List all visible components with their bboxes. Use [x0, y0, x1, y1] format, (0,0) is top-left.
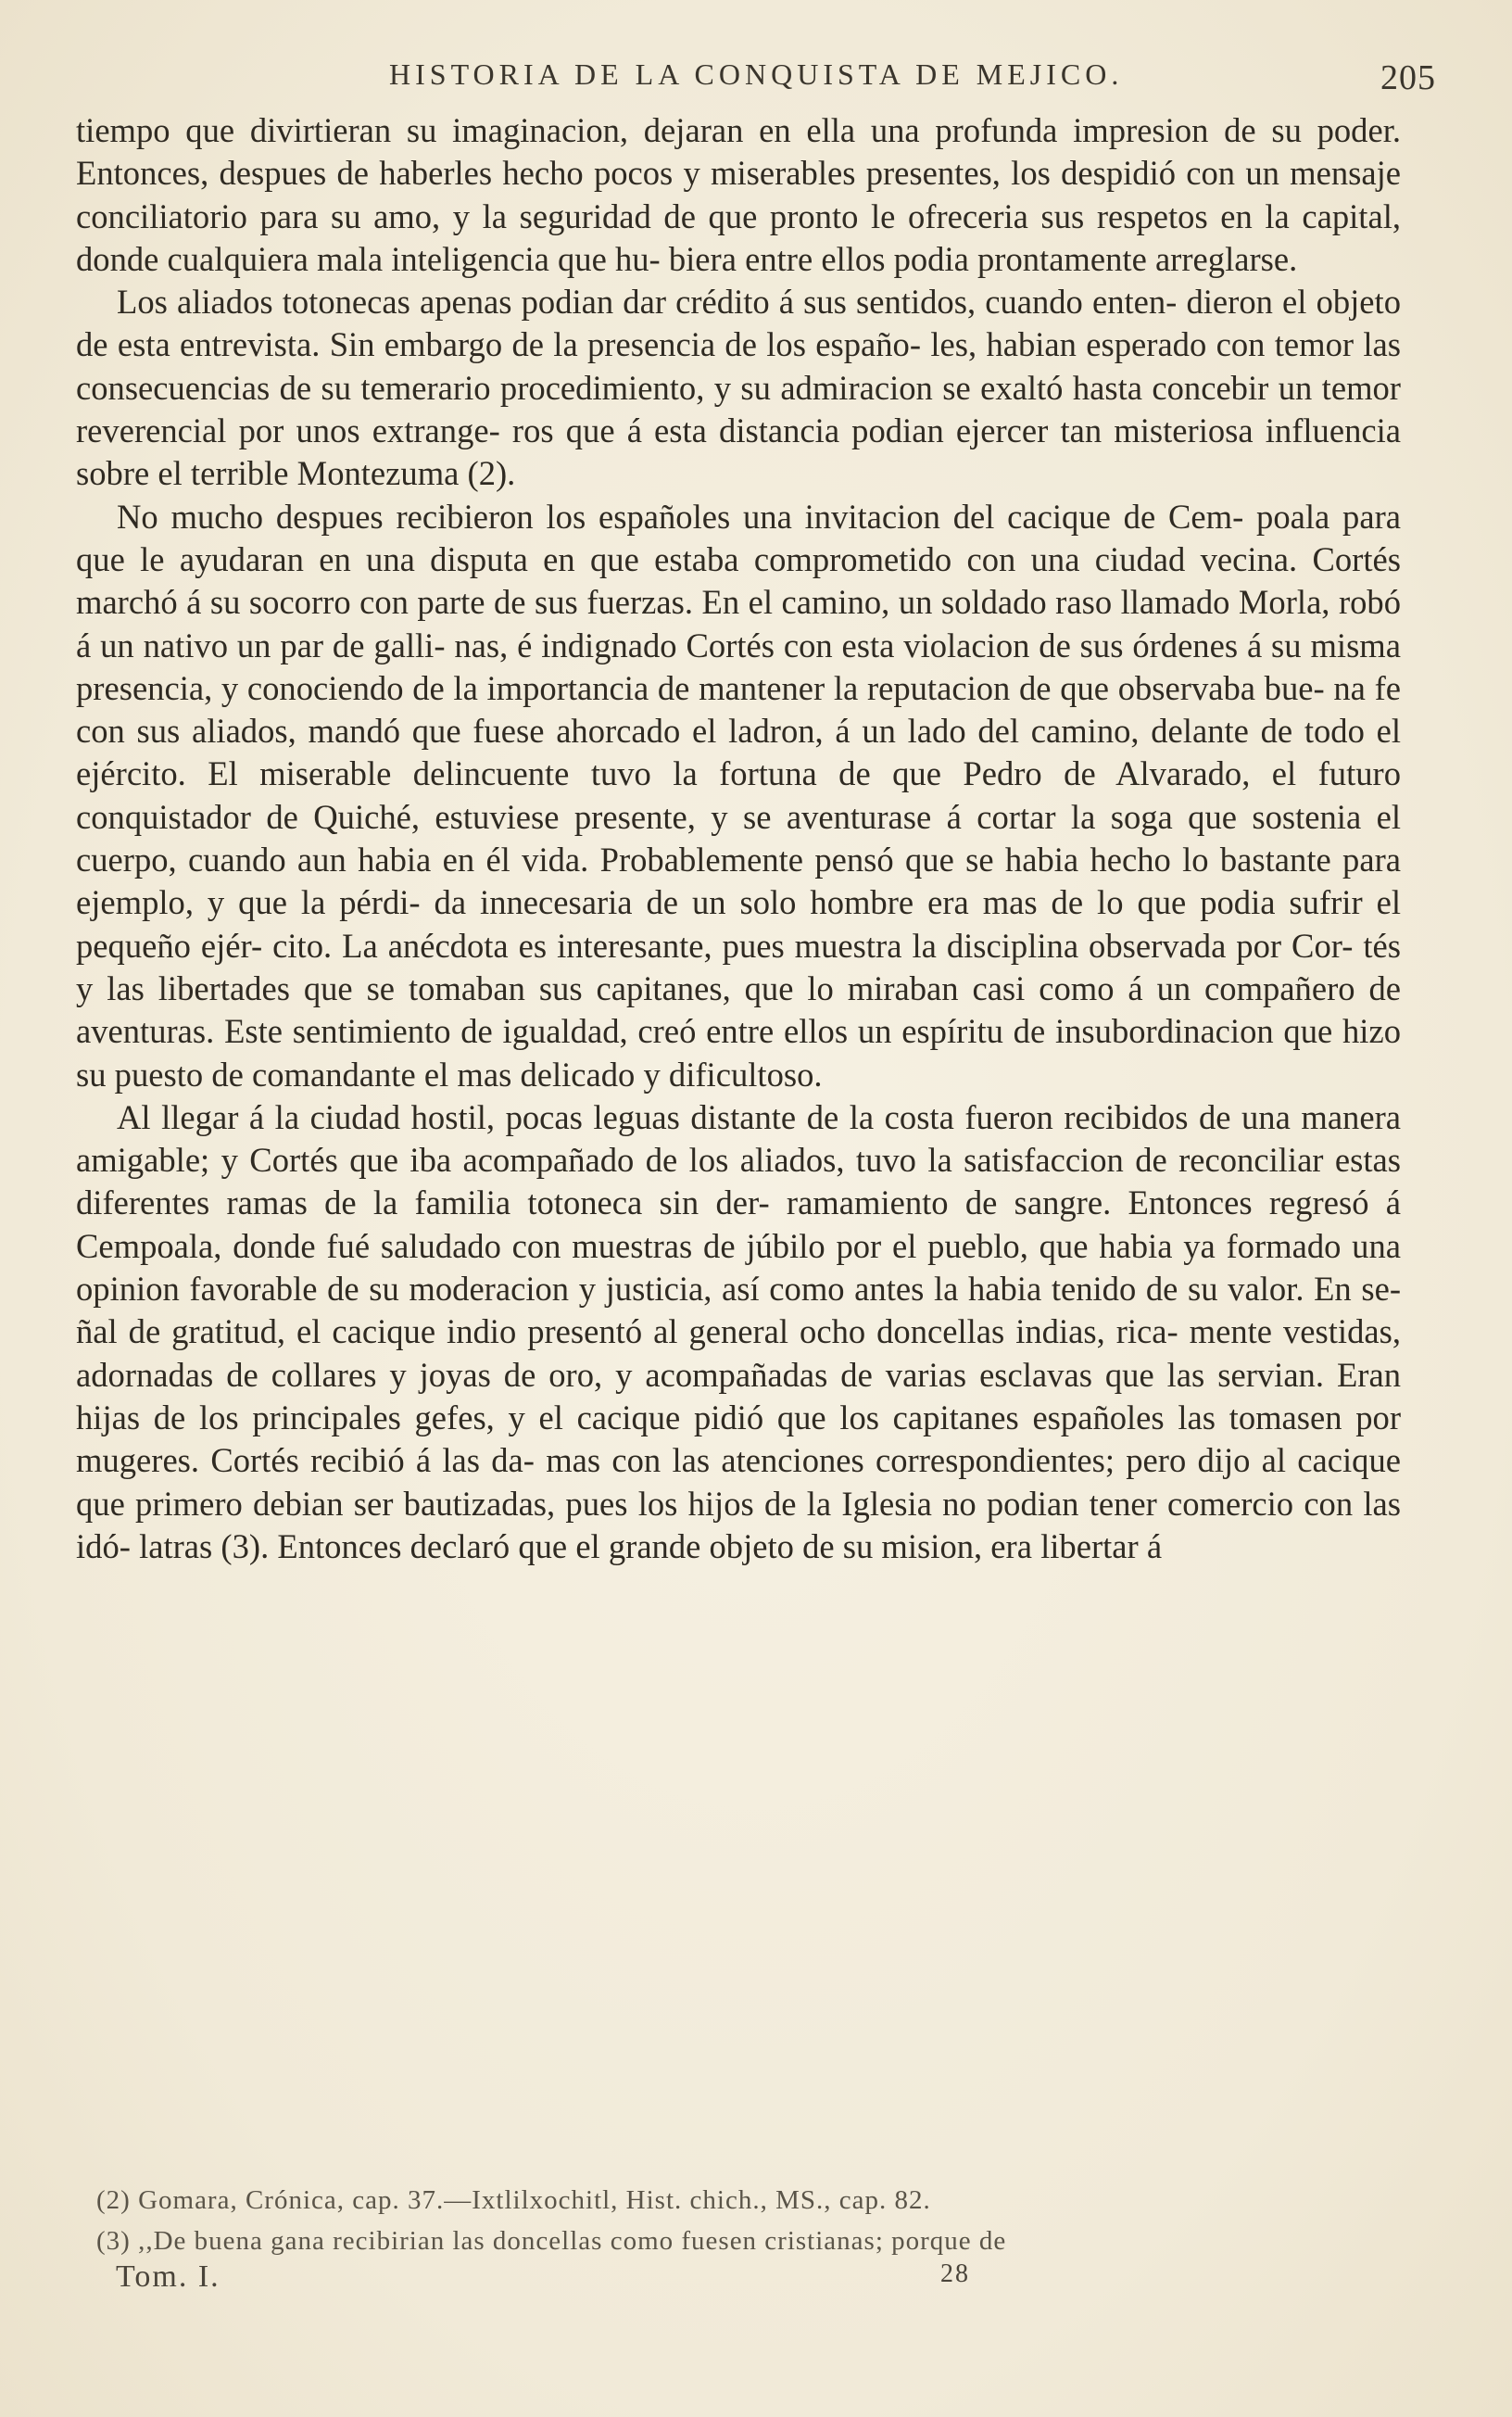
paragraph-1: tiempo que divirtieran su imaginacion, dejaran en ella una profunda impresion de su poder. Entonces, despues de haberles hecho pocos y miserables presentes, los despidió con un mensaje conciliatorio para su amo, y la seguridad de que pronto le ofreceria sus respetos en la capital, donde cualquiera mala inteligencia que hu- biera entre ellos podia prontamente arreglarse. [76, 111, 1401, 278]
sheet-number: 28 [940, 2259, 970, 2288]
volume-mark: Tom. I. [116, 2259, 220, 2294]
header-title: HISTORIA DE LA CONQUISTA DE MEJICO. [389, 57, 1124, 91]
body-text [76, 109, 1401, 1568]
footnote-2: (2) Gomara, Crónica, cap. 37.—Ixtlilxochitl, Hist. chich., MS., cap. 82. [96, 2185, 931, 2215]
page-number: 205 [1380, 58, 1436, 97]
running-header [389, 57, 1436, 104]
footnotes [96, 2180, 1393, 2261]
footnote-3: (3) ,,De buena gana recibirian las doncellas como fuesen cristianas; porque de [96, 2226, 1007, 2256]
paragraph-4: Al llegar á la ciudad hostil, pocas leguas distante de la costa fueron recibidos de una manera amigable; y Cortés que iba acompañado de los aliados, tuvo la satisfaccion de reconciliar estas diferentes ramas de la familia totoneca sin der- ramamiento de sangre. Entonces regresó á Cempoala, donde fué saludado con muestras de júbilo por el pueblo, que habia ya formado una opinion favorable de su moderacion y justicia, así como antes la habia tenido de su valor. En se- ñal de gratitud, el cacique indio presentó al general ocho doncellas indias, rica- mente vestidas, adornadas de collares y joyas de oro, y acompañadas de varias esclavas que las servian. Eran hijas de los principales gefes, y el cacique pidió que los capitanes españoles las tomasen por mugeres. Cortés recibió á las da- mas con las atenciones correspondientes; pero dijo al cacique que primero debian ser bautizadas, pues los hijos de la Iglesia no podian tener comercio con las idó- latras (3). Entonces declaró que el grande objeto de su mision, era libertar á [76, 1097, 1401, 1565]
paragraph-3: No mucho despues recibieron los españoles una invitacion del cacique de Cem- poala para que le ayudaran en una disputa en que estaba comprometido con una ciudad vecina. Cortés marchó á su socorro con parte de sus fuerzas. En el camino, un soldado raso llamado Morla, robó á un nativo un par de galli- nas, é indignado Cortés con esta violacion de sus órdenes á su misma presencia, y conociendo de la importancia de mantener la reputacion de que observaba bue- na fe con sus aliados, mandó que fuese ahorcado el ladron, á un lado del camino, delante de todo el ejército. El miserable delincuente tuvo la fortuna de que Pedro de Alvarado, el futuro conquistador de Quiché, estuviese presente, y se aventurase á cortar la soga que sostenia el cuerpo, cuando aun habia en él vida. Probablemente pensó que se habia hecho lo bastante para ejemplo, y que la pérdi- da innecesaria de un solo hombre era mas de lo que podia sufrir el pequeño ejér- cito. La anécdota es interesante, pues muestra la disciplina observada por Cor- tés y las libertades que se tomaban sus capitanes, que lo miraban casi como á un compañero de aventuras. Este sentimiento de igualdad, creó entre ellos un espíritu de insubordinacion que hizo su puesto de comandante el mas delicado y dificultoso. [76, 497, 1401, 1094]
paragraph-2: Los aliados totonecas apenas podian dar crédito á sus sentidos, cuando enten- dieron el objeto de esta entrevista. Sin embargo de la presencia de los españo- les, habian esperado con temor las consecuencias de su temerario procedimiento, y su admiracion se exaltó hasta concebir un temor reverencial por unos extrange- ros que á esta distancia podian ejercer tan misteriosa influencia sobre el terrible Montezuma (2). [76, 283, 1401, 493]
printer-signature [116, 2259, 1042, 2306]
